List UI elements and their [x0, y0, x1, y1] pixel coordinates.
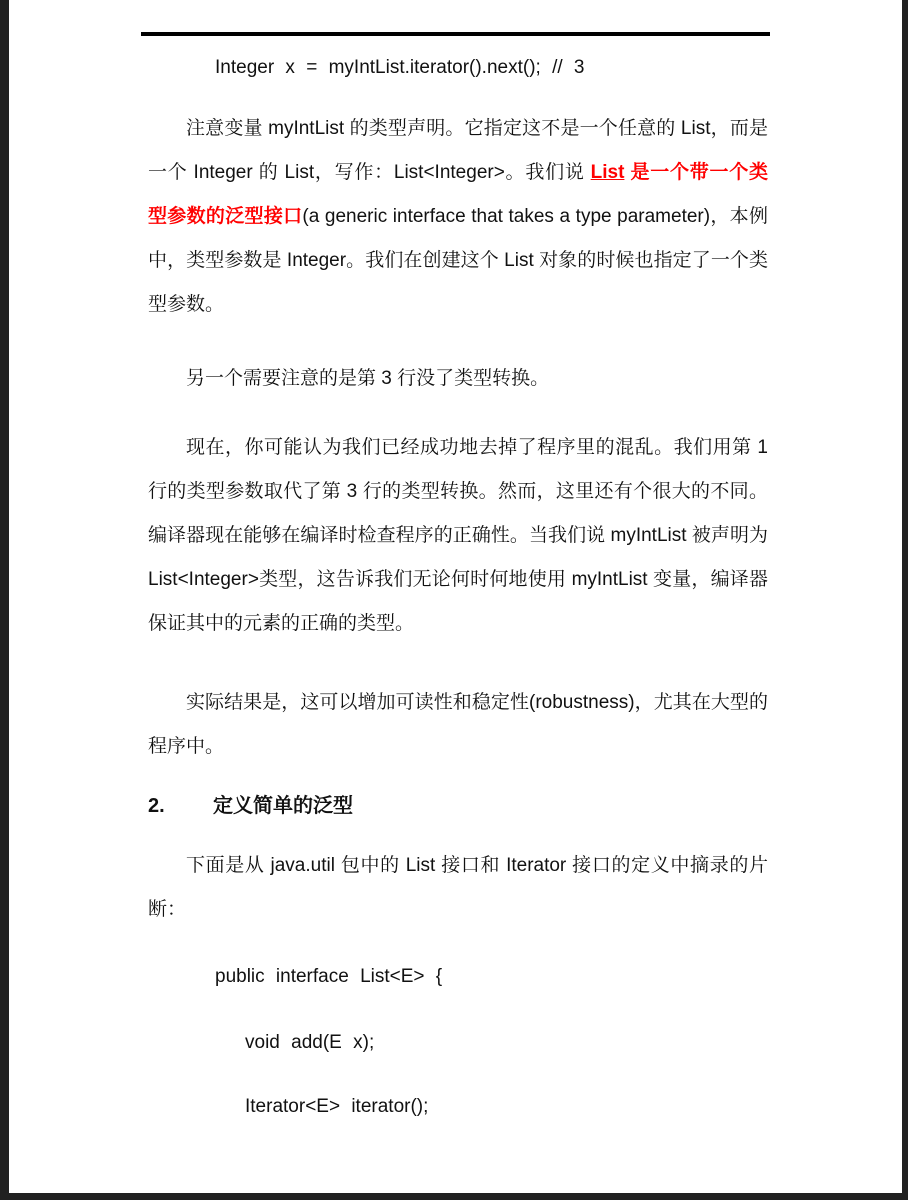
- code-line-iterator: Iterator<E> iterator();: [245, 1096, 429, 1117]
- code-line-interface-list: public interface List<E> {: [215, 966, 443, 987]
- screenshot-edge-bottom: [0, 1193, 908, 1200]
- screenshot-edge-left: [0, 0, 9, 1200]
- code-line-integer-next: Integer x = myIntList.iterator().next(); // 3: [215, 57, 585, 78]
- page-content: [148, 46, 768, 1129]
- paragraph-compiler-check: 现在，你可能认为我们已经成功地去掉了程序里的混乱。我们用第 1 行的类型参数取代了第 3 行的类型转换。然而，这里还有个很大的不同。编译器现在能够在编译时检查程序的正确性。当我们说 myIntList 被声明为 List<Integer>类型，这告诉我们无论何时何地使用 myIntList 变量，编译器保证其中的元素的正确的类型。: [148, 437, 768, 634]
- horizontal-rule: [141, 32, 770, 36]
- screenshot-edge-right: [902, 0, 908, 1200]
- paragraph-no-cast: 另一个需要注意的是第 3 行没了类型转换。: [186, 368, 550, 389]
- section-title: 定义简单的泛型: [213, 795, 353, 817]
- paragraph-java-util-excerpt: 下面是从 java.util 包中的 List 接口和 Iterator 接口的定义中摘录的片断：: [148, 855, 768, 920]
- paragraph-robustness: 实际结果是，这可以增加可读性和稳定性(robustness)，尤其在大型的程序中。: [148, 692, 768, 757]
- code-line-void-add: void add(E x);: [245, 1032, 375, 1053]
- paragraph-text: (a generic interface that takes a type parameter)，本例中，类型参数是 Integer。我们在创建这个 List 对象的时候也指定了一个类型参数。: [148, 206, 768, 315]
- section-heading-define-generics: [148, 784, 768, 828]
- paragraph-type-declaration: [148, 107, 768, 327]
- highlighted-text-generic-interface: 是一个带一个类型参数的泛型接口: [148, 162, 769, 227]
- paragraph-text: 注意变量 myIntList 的类型声明。它指定这不是一个任意的 List，而是一个 Integer 的 List，写作：List<Integer>。我们说: [148, 118, 768, 183]
- highlighted-term-list: List: [590, 162, 625, 183]
- section-number: 2.: [148, 795, 165, 817]
